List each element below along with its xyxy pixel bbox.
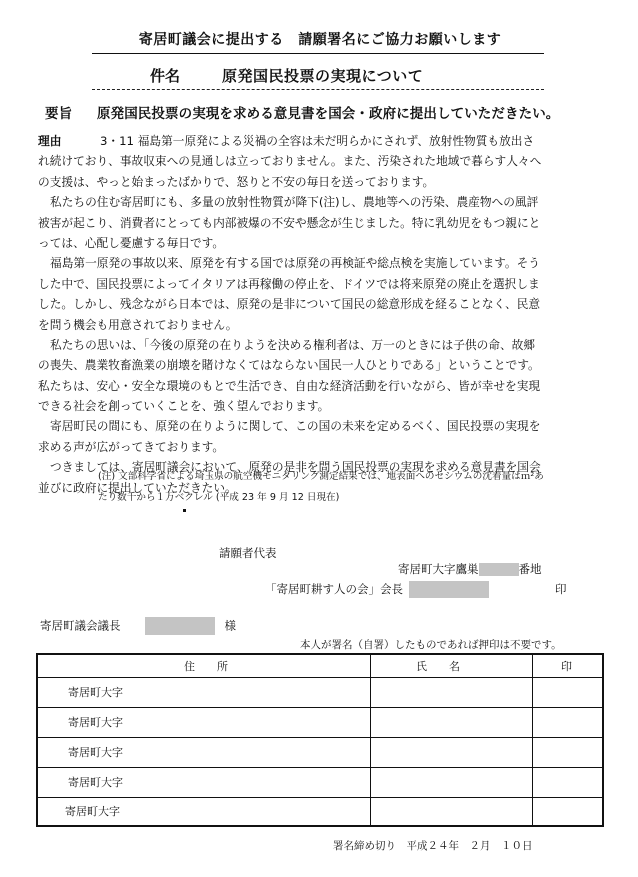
- footnote: [98, 466, 598, 508]
- signature-row-address[interactable]: 寄居町大字: [68, 746, 123, 759]
- addressee-line: [40, 617, 236, 635]
- reason-line: の喪失、農業牧畜漁業の崩壊を賭けなくてはならない国民一人ひとりである」ということです。: [38, 358, 540, 373]
- signature-row-address[interactable]: 寄居町大字: [68, 716, 123, 729]
- table-header-row: [38, 655, 602, 678]
- header-seal: 印: [561, 660, 572, 673]
- reason-line: できる社会を創っていくことを、強く望んでおります。: [38, 399, 330, 414]
- addressee-label: 寄居町議会議長: [40, 618, 121, 633]
- header-address: 住 所: [184, 660, 228, 673]
- reason-line: つきましては、寄居町議会において、原発の是非を問う国民投票の実現を求める意見書を国会: [50, 460, 541, 475]
- reason-line: 私たちの住む寄居町にも、多量の放射性物質が降下(注)し、農地等への汚染、農産物への風評: [50, 195, 539, 210]
- signature-table: [36, 653, 604, 827]
- reason-line: 私たちの思いは、「今後の原発の在りようを決める権利者は、万一のときには子供の命、故郷: [50, 337, 536, 352]
- petitioner-title: 請願者代表: [219, 546, 277, 560]
- signature-row-address[interactable]: 寄居町大字: [68, 776, 123, 789]
- signature-row-address[interactable]: 寄居町大字: [68, 686, 123, 699]
- reason-line: っては、心配し憂慮する毎日です。: [38, 235, 225, 250]
- summary-label: 要旨: [45, 106, 73, 122]
- signature-row-address[interactable]: 寄居町大字: [65, 805, 120, 818]
- address-prefix: 寄居町大字鷹巣: [398, 562, 479, 576]
- deadline: 署名締め切り 平成２４年 ２月 １０日: [333, 840, 533, 852]
- summary-line: [45, 102, 559, 122]
- redacted-lot-number: [479, 563, 519, 576]
- header-name: 氏 名: [416, 660, 460, 673]
- reason-line: 並びに政府に提出していただきたい。: [38, 480, 237, 495]
- consent-note: 本人が署名（自署）したものであれば押印は不要です。: [300, 639, 562, 651]
- row-divider: [38, 737, 602, 738]
- subject-rule: [92, 89, 544, 90]
- subject-label: 件名: [150, 67, 181, 85]
- petitioner-org: 「寄居町耕す人の会」会長: [265, 582, 403, 596]
- reason-line: 理由 3・11 福島第一原発による災禍の全容は未だ明らかにされず、放射性物質も放出さ: [38, 131, 590, 151]
- reason-body: [38, 131, 590, 498]
- redacted-chair-name: [145, 617, 215, 635]
- reason-line: 福島第一原発の事故以来、原発を有する国では原発の再検証や総点検を実施しています。そう: [50, 256, 540, 271]
- redacted-representative-name: [409, 581, 489, 598]
- petitioner-name-line: [265, 581, 489, 598]
- address-suffix: 番地: [518, 562, 542, 576]
- subject-value: 原発国民投票の実現について: [222, 67, 424, 85]
- addressee-honorific: 様: [224, 618, 236, 633]
- reason-line: 私たちは、安心・安全な環境のもとで生活でき、自由な経済活動を行いながら、皆が幸せを実現: [38, 378, 541, 393]
- stray-dot: [183, 509, 186, 512]
- reason-line: した。しかし、残念ながら日本では、原発の是非について国民の総意形成を経ることなく、民意: [38, 297, 541, 312]
- footnote-line: たり数千から１万ベクレル (平成 23 年 9 月 12 日現在): [98, 492, 340, 503]
- column-divider: [370, 655, 371, 825]
- reason-line: 求める声が広がってきております。: [38, 439, 225, 454]
- row-divider: [38, 767, 602, 768]
- reason-line: の支援は、やっと始まったばかりで、怒りと不安の毎日を送っております。: [38, 174, 435, 189]
- reason-line: を問う機会も用意されておりません。: [38, 317, 238, 332]
- row-divider: [38, 797, 602, 798]
- reason-line: 寄居町民の間にも、原発の在りように関して、この国の未来を定めるべく、国民投票の実現を: [50, 419, 541, 434]
- petitioner-seal: 印: [555, 582, 567, 596]
- reason-line: した中で、国民投票によってイタリアは再稼働の停止を、ドイツでは将来原発の廃止を選択しま: [38, 276, 540, 291]
- header-title: 寄居町議会に提出する 請願署名にご協力お願いします: [138, 32, 502, 48]
- reason-line: れ続けており、事故収束への見通しは立っておりません。また、汚染された地域で暮らす人々へ: [38, 154, 542, 169]
- subject-line: [150, 65, 423, 86]
- summary-text: 原発国民投票の実現を求める意見書を国会・政府に提出していただきたい。: [97, 106, 560, 122]
- header-rule: [92, 53, 544, 54]
- footnote-line: (注) 文部科学省による埼玉県の航空機モニタリング測定結果では、地表面へのセシウムの沈着量はｍ²あ: [98, 471, 544, 482]
- row-divider: [38, 707, 602, 708]
- column-divider: [532, 655, 533, 825]
- reason-line: 被害が起こり、消費者にとっても内部被爆の不安や懸念が生じました。特に乳幼児をもつ親にと: [38, 215, 541, 230]
- reason-label: 理由: [38, 134, 62, 148]
- petitioner-address: [398, 561, 542, 577]
